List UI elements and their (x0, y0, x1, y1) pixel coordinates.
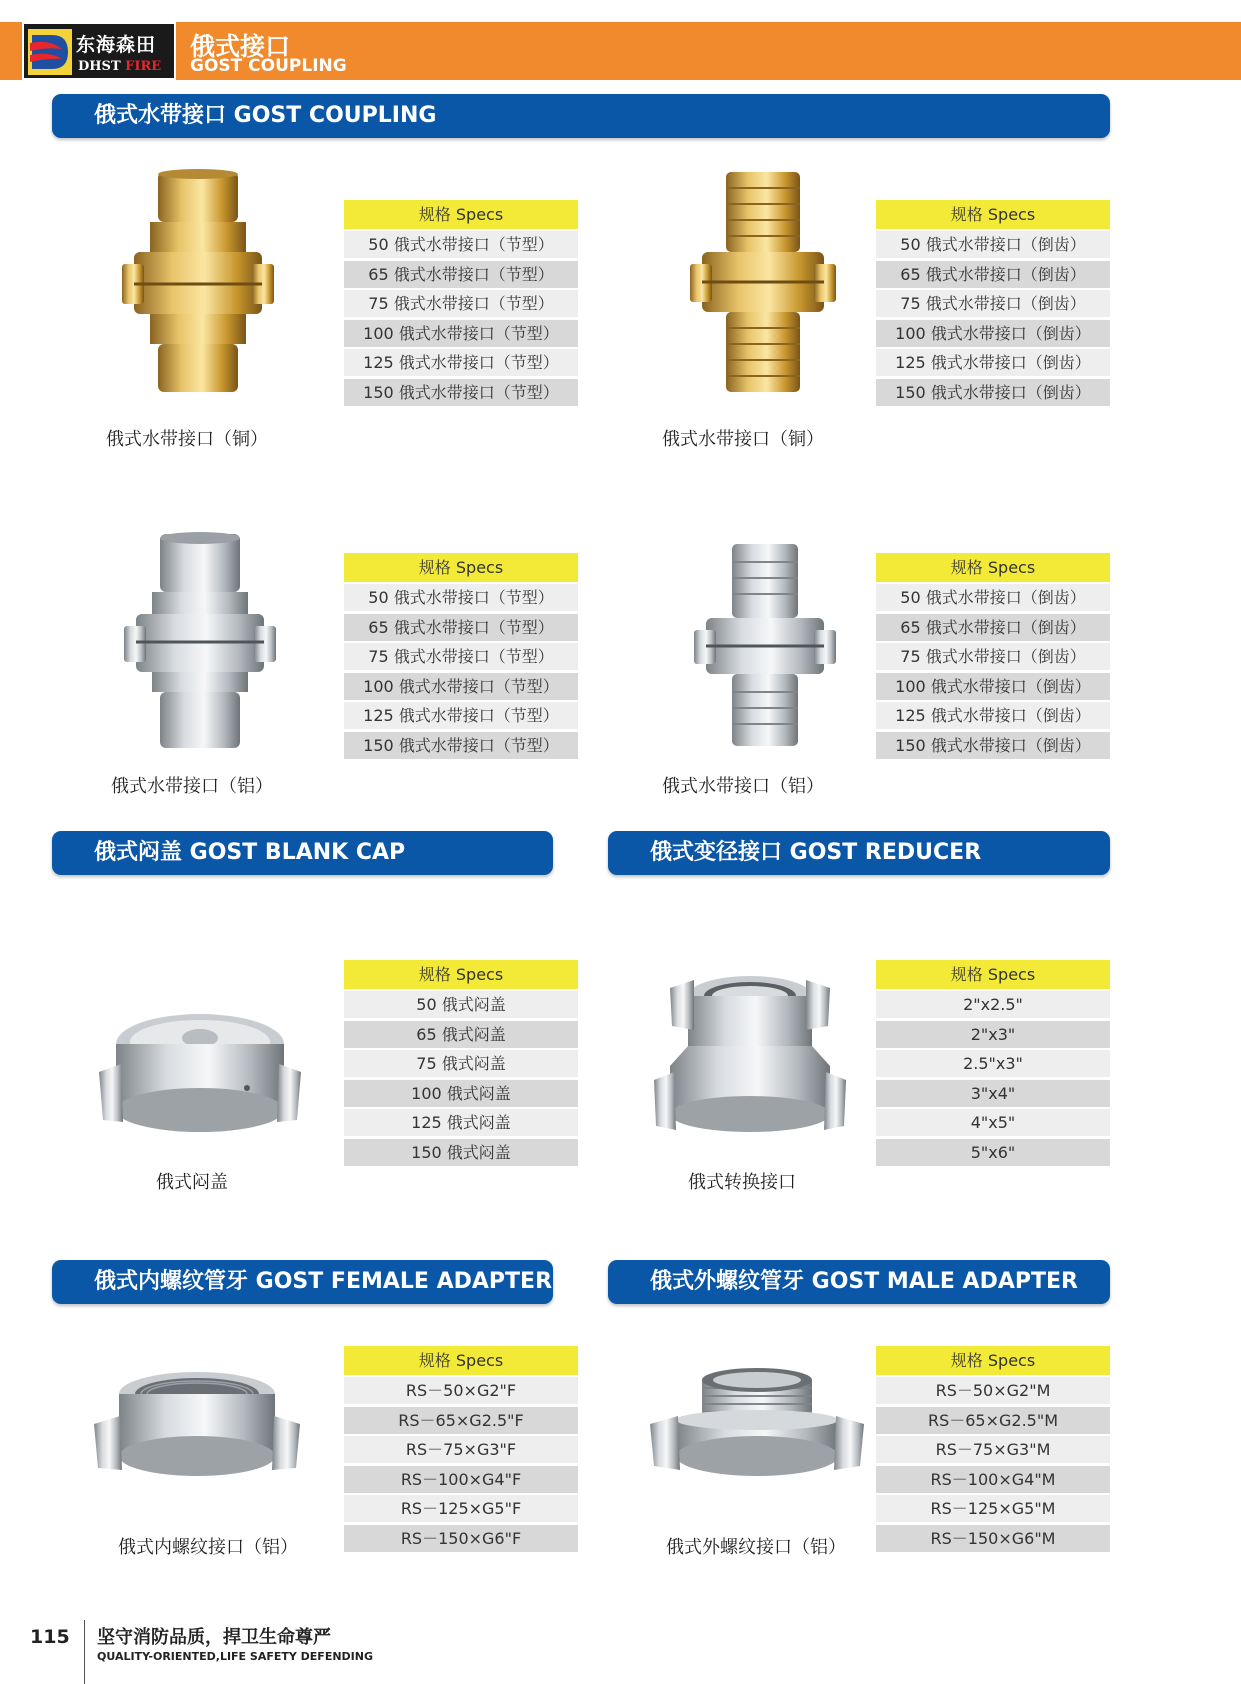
spec-row: RS－75×G3"F (344, 1436, 578, 1463)
spec-row: RS－100×G4"M (876, 1466, 1110, 1493)
spec-header: 规格 Specs (344, 553, 578, 582)
spec-row: 2"x2.5" (876, 991, 1110, 1018)
header-bar (0, 22, 1241, 80)
spec-row: RS－50×G2"M (876, 1377, 1110, 1404)
spec-row: 50 俄式水带接口（倒齿） (876, 584, 1110, 611)
product-caption-7: 俄式内螺纹接口（铝） (118, 1537, 298, 1558)
female-adapter-photo (90, 1368, 304, 1486)
brass-barbed-coupling-photo (688, 168, 838, 396)
spec-row: 50 俄式水带接口（倒齿） (876, 231, 1110, 258)
spec-row: 3"x4" (876, 1080, 1110, 1107)
spec-row: 50 俄式水带接口（节型） (344, 584, 578, 611)
spec-row: 150 俄式水带接口（倒齿） (876, 379, 1110, 406)
spec-table-4 (876, 553, 1110, 762)
page-title-english: GOST COUPLING (190, 56, 347, 76)
spec-row: 65 俄式水带接口（节型） (344, 614, 578, 641)
product-caption-3: 俄式水带接口（铝） (111, 776, 273, 797)
spec-table-7 (344, 1346, 578, 1555)
spec-row: 150 俄式闷盖 (344, 1139, 578, 1166)
product-caption-5: 俄式闷盖 (156, 1172, 228, 1193)
brass-coupling-photo (118, 168, 278, 396)
spec-row: 50 俄式闷盖 (344, 991, 578, 1018)
spec-row: RS－50×G2"F (344, 1377, 578, 1404)
spec-header: 规格 Specs (876, 1346, 1110, 1375)
blank-cap-photo (95, 1002, 305, 1152)
spec-row: 150 俄式水带接口（倒齿） (876, 732, 1110, 759)
footer-slogan-english: QUALITY-ORIENTED,LIFE SAFETY DEFENDING (97, 1650, 373, 1663)
spec-row: RS－125×G5"F (344, 1495, 578, 1522)
section-bar-gost-blank-cap: 俄式闷盖 GOST BLANK CAP (52, 831, 553, 875)
spec-row: 75 俄式水带接口（倒齿） (876, 290, 1110, 317)
aluminium-coupling-photo (122, 530, 278, 752)
spec-row: RS－65×G2.5"F (344, 1407, 578, 1434)
product-caption-8: 俄式外螺纹接口（铝） (666, 1537, 846, 1558)
aluminium-barbed-coupling-photo (692, 540, 838, 750)
spec-header: 规格 Specs (344, 960, 578, 989)
page-title-chinese: 俄式接口 (190, 32, 291, 61)
section-bar-gost-male-adapter: 俄式外螺纹管牙 GOST MALE ADAPTER (608, 1260, 1110, 1304)
reducer-photo (650, 970, 850, 1142)
footer-divider (84, 1620, 85, 1684)
spec-row: 125 俄式水带接口（节型） (344, 702, 578, 729)
section-bar-gost-female-adapter: 俄式内螺纹管牙 GOST FEMALE ADAPTER (52, 1260, 553, 1304)
spec-row: RS－75×G3"M (876, 1436, 1110, 1463)
spec-row: 75 俄式水带接口（倒齿） (876, 643, 1110, 670)
spec-row: 65 俄式水带接口（倒齿） (876, 614, 1110, 641)
spec-row: 100 俄式水带接口（倒齿） (876, 320, 1110, 347)
logo-chinese-name: 东海森田 (76, 34, 157, 56)
logo-english-name: DHST FIRE (78, 59, 162, 74)
spec-row: RS－150×G6"M (876, 1525, 1110, 1552)
spec-row: 4"x5" (876, 1109, 1110, 1136)
spec-row: RS－100×G4"F (344, 1466, 578, 1493)
section-bar-gost-coupling: 俄式水带接口 GOST COUPLING (52, 94, 1110, 138)
spec-row: 100 俄式水带接口（节型） (344, 320, 578, 347)
spec-header: 规格 Specs (876, 960, 1110, 989)
spec-row: 65 俄式闷盖 (344, 1021, 578, 1048)
section-bar-gost-reducer: 俄式变径接口 GOST REDUCER (608, 831, 1110, 875)
spec-row: 150 俄式水带接口（节型） (344, 379, 578, 406)
spec-row: RS－150×G6"F (344, 1525, 578, 1552)
spec-row: 125 俄式水带接口（节型） (344, 349, 578, 376)
spec-table-2 (876, 200, 1110, 409)
footer-slogan-chinese: 坚守消防品质，捍卫生命尊严 (97, 1627, 331, 1648)
spec-table-5 (344, 960, 578, 1169)
spec-row: RS－125×G5"M (876, 1495, 1110, 1522)
spec-header: 规格 Specs (876, 200, 1110, 229)
spec-row: RS－65×G2.5"M (876, 1407, 1110, 1434)
spec-row: 50 俄式水带接口（节型） (344, 231, 578, 258)
spec-row: 5"x6" (876, 1139, 1110, 1166)
spec-row: 75 俄式闷盖 (344, 1050, 578, 1077)
spec-header: 规格 Specs (344, 1346, 578, 1375)
logo-emblem (28, 29, 72, 75)
spec-header: 规格 Specs (344, 200, 578, 229)
company-logo (22, 22, 176, 80)
spec-row: 65 俄式水带接口（节型） (344, 261, 578, 288)
product-caption-2: 俄式水带接口（铜） (662, 429, 824, 450)
spec-row: 100 俄式水带接口（节型） (344, 673, 578, 700)
spec-row: 2.5"x3" (876, 1050, 1110, 1077)
product-caption-1: 俄式水带接口（铜） (106, 429, 268, 450)
spec-row: 125 俄式闷盖 (344, 1109, 578, 1136)
spec-row: 2"x3" (876, 1021, 1110, 1048)
male-adapter-photo (646, 1366, 868, 1482)
spec-row: 65 俄式水带接口（倒齿） (876, 261, 1110, 288)
spec-row: 125 俄式水带接口（倒齿） (876, 349, 1110, 376)
spec-table-8 (876, 1346, 1110, 1555)
spec-row: 75 俄式水带接口（节型） (344, 290, 578, 317)
spec-table-3 (344, 553, 578, 762)
spec-row: 75 俄式水带接口（节型） (344, 643, 578, 670)
spec-header: 规格 Specs (876, 553, 1110, 582)
product-caption-6: 俄式转换接口 (688, 1172, 796, 1193)
spec-row: 100 俄式闷盖 (344, 1080, 578, 1107)
spec-table-1 (344, 200, 578, 409)
spec-row: 125 俄式水带接口（倒齿） (876, 702, 1110, 729)
product-caption-4: 俄式水带接口（铝） (662, 776, 824, 797)
spec-row: 100 俄式水带接口（倒齿） (876, 673, 1110, 700)
spec-row: 150 俄式水带接口（节型） (344, 732, 578, 759)
page-number: 115 (30, 1626, 70, 1648)
spec-table-6 (876, 960, 1110, 1169)
